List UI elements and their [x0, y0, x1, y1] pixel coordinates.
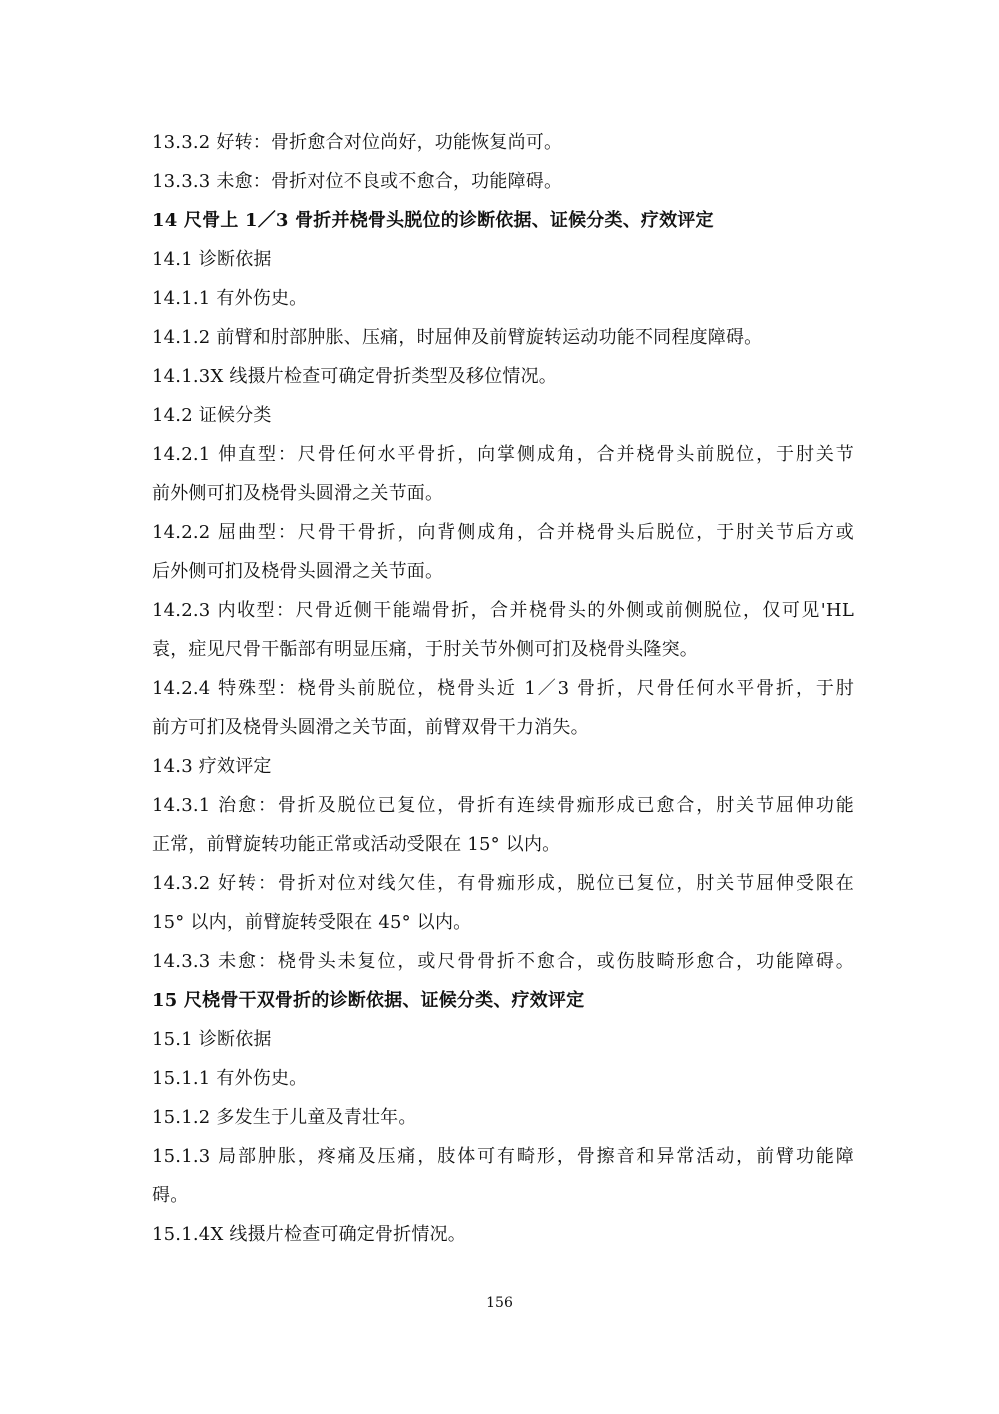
text-line: 后外侧可扪及桡骨头圆滑之关节面。 — [152, 561, 444, 582]
subsection-heading: 14.1 诊断依据 — [152, 249, 272, 270]
text-line: 14.2.2 屈曲型：尺骨干骨折，向背侧成角，合并桡骨头后脱位，于肘关节后方或 — [152, 522, 854, 543]
text-line: 14.1.2 前臂和肘部肿胀、压痛，时屈伸及前臂旋转运动功能不同程度障碍。 — [152, 327, 763, 348]
text-line: 14.1.3X 线摄片检查可确定骨折类型及移位情况。 — [152, 366, 557, 387]
subsection-heading: 15.1 诊断依据 — [152, 1029, 272, 1050]
section-heading: 15 尺桡骨干双骨折的诊断依据、证候分类、疗效评定 — [152, 990, 585, 1011]
text-line: 15.1.3 局部肿胀，疼痛及压痛，肢体可有畸形，骨擦音和异常活动，前臂功能障 — [152, 1146, 854, 1167]
text-line: 14.3.3 未愈：桡骨头未复位，或尺骨骨折不愈合，或伤肢畸形愈合，功能障碍。 — [152, 951, 854, 972]
text-line: 14.1.1 有外伤史。 — [152, 288, 308, 309]
subsection-heading: 14.3 疗效评定 — [152, 756, 272, 777]
document-body — [152, 123, 854, 1254]
text-line: 碍。 — [152, 1185, 189, 1206]
text-line: 14.2.4 特殊型：桡骨头前脱位，桡骨头近 1／3 骨折，尺骨任何水平骨折，于肘 — [152, 678, 854, 699]
text-line: 前外侧可扪及桡骨头圆滑之关节面。 — [152, 483, 444, 504]
text-line: 袁，症见尺骨干骺部有明显压痛，于肘关节外侧可扪及桡骨头隆突。 — [152, 639, 698, 660]
text-line: 15.1.1 有外伤史。 — [152, 1068, 308, 1089]
section-heading: 14 尺骨上 1／3 骨折并桡骨头脱位的诊断依据、证候分类、疗效评定 — [152, 210, 714, 231]
text-line: 15.1.2 多发生于儿童及青壮年。 — [152, 1107, 417, 1128]
text-line: 13.3.3 未愈：骨折对位不良或不愈合，功能障碍。 — [152, 171, 563, 192]
text-line: 正常，前臂旋转功能正常或活动受限在 15° 以内。 — [152, 834, 561, 855]
text-line: 15° 以内，前臂旋转受限在 45° 以内。 — [152, 912, 472, 933]
text-line: 14.2.3 内收型：尺骨近侧干能端骨折，合并桡骨头的外侧或前侧脱位，仅可见'HL — [152, 600, 854, 621]
subsection-heading: 14.2 证候分类 — [152, 405, 272, 426]
text-line: 15.1.4X 线摄片检查可确定骨折情况。 — [152, 1224, 466, 1245]
text-line: 14.3.2 好转：骨折对位对线欠佳，有骨痂形成，脱位已复位，肘关节屈伸受限在 — [152, 873, 854, 894]
text-line: 13.3.2 好转：骨折愈合对位尚好，功能恢复尚可。 — [152, 132, 563, 153]
page-number: 156 — [486, 1295, 513, 1311]
text-line: 14.2.1 伸直型：尺骨任何水平骨折，向掌侧成角，合并桡骨头前脱位，于肘关节 — [152, 444, 854, 465]
text-line: 14.3.1 治愈：骨折及脱位已复位，骨折有连续骨痂形成已愈合，肘关节屈伸功能 — [152, 795, 854, 816]
text-line: 前方可扪及桡骨头圆滑之关节面，前臂双骨干力消失。 — [152, 717, 589, 738]
